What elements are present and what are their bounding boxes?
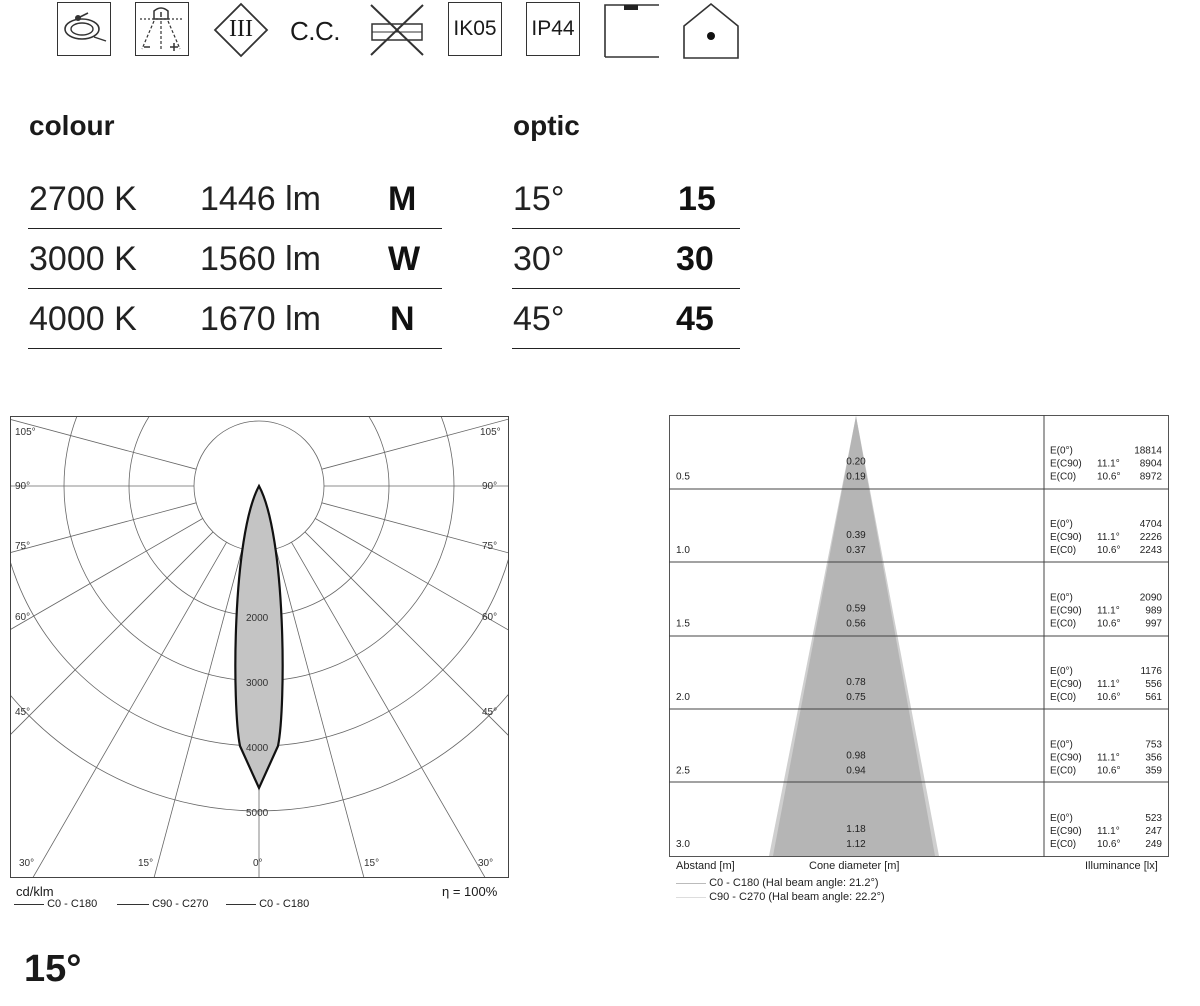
polar-angle-left: 45° <box>15 707 31 718</box>
illuminance-c90-value: 356 <box>1145 752 1162 764</box>
illuminance-c0-label: E(C0) <box>1050 692 1077 703</box>
cone-illuminance-label: Illuminance [lx] <box>1085 860 1158 872</box>
polar-ring-label: 2000 <box>246 613 269 624</box>
illuminance-c0-angle: 10.6° <box>1097 471 1121 483</box>
illuminance-e0-label: E(0°) <box>1050 519 1073 530</box>
polar-legend-label: C0 - C180 <box>47 898 98 910</box>
illuminance-e0-label: E(0°) <box>1050 813 1073 824</box>
cone-diameter-c90: 0.56 <box>846 618 866 630</box>
illuminance-e0-value: 523 <box>1145 813 1162 824</box>
illuminance-e0-label: E(0°) <box>1050 592 1073 604</box>
polar-legend-item <box>14 898 97 910</box>
polar-angle-left: 105° <box>15 427 36 438</box>
polar-spoke <box>10 519 203 837</box>
cone-distance-value: 3.0 <box>676 839 690 850</box>
illuminance-e0-label: E(0°) <box>1050 739 1073 751</box>
illuminance-e0-value: 4704 <box>1139 519 1162 530</box>
illuminance-e0-value: 18814 <box>1134 445 1162 457</box>
polar-unit: cd/klm <box>16 884 54 899</box>
illuminance-c90-angle: 11.1° <box>1097 458 1120 470</box>
colour-code: N <box>390 300 415 338</box>
colour-temp: 2700 K <box>29 180 137 218</box>
polar-spoke <box>315 519 509 837</box>
illuminance-c0-label: E(C0) <box>1050 618 1077 630</box>
illuminance-c90-angle: 11.1° <box>1097 752 1120 764</box>
polar-angle-right: 60° <box>482 612 498 623</box>
ceiling-mount-icon <box>604 2 660 58</box>
ik-rating-icon: IK05 <box>448 2 502 56</box>
polar-angle-left: 60° <box>15 612 31 623</box>
cone-diameter-c0: 1.18 <box>846 824 866 835</box>
illuminance-c90-value: 247 <box>1145 826 1162 837</box>
optic-row <box>512 230 740 289</box>
polar-legend-label: C90 - C270 <box>152 898 209 910</box>
polar-ring-label: 3000 <box>246 678 269 689</box>
illuminance-c0-value: 249 <box>1145 839 1162 850</box>
illuminance-e0-value: 2090 <box>1139 592 1162 604</box>
polar-spoke <box>305 532 509 878</box>
illuminance-c0-value: 359 <box>1145 765 1162 777</box>
optic-angle: 15° <box>513 180 565 218</box>
illuminance-c0-angle: 10.6° <box>1097 618 1121 630</box>
polar-angle-bottom: 30° <box>478 858 494 869</box>
illuminance-c90-angle: 11.1° <box>1097 532 1120 543</box>
cone-legend-item <box>676 877 879 889</box>
illuminance-e0-value: 753 <box>1145 739 1162 751</box>
cone-diameter-c90: 0.75 <box>846 692 866 703</box>
colour-row <box>28 290 442 349</box>
cone-legend-label: C0 - C180 (Hal beam angle: 21.2°) <box>709 877 879 889</box>
beam-angle-label: 15° <box>24 948 82 990</box>
cone-distance-value: 1.0 <box>676 545 690 556</box>
illuminance-c90-label: E(C90) <box>1050 458 1082 470</box>
polar-spoke <box>78 549 242 878</box>
colour-row <box>28 170 442 229</box>
cone-distance-value: 0.5 <box>676 471 690 483</box>
cone-distance-label: Abstand [m] <box>676 860 735 872</box>
cone-diameter-c0: 0.78 <box>846 677 866 688</box>
cone-distance-value: 2.0 <box>676 692 690 703</box>
colour-title: colour <box>29 110 115 141</box>
polar-legend-item <box>117 898 208 910</box>
polar-spoke <box>276 549 440 878</box>
cone-legend-label: C90 - C270 (Hal beam angle: 22.2°) <box>709 891 885 903</box>
colour-flux: 1446 lm <box>200 180 321 218</box>
cone-distance-value: 1.5 <box>676 618 690 630</box>
illuminance-c90-value: 989 <box>1145 605 1162 617</box>
illuminance-e0-value: 1176 <box>1140 666 1162 677</box>
polar-spoke <box>10 416 196 469</box>
colour-flux: 1560 lm <box>200 240 321 278</box>
cone-diameter-c0: 0.20 <box>846 456 866 468</box>
illuminance-c90-value: 8904 <box>1139 458 1162 470</box>
polar-spoke <box>292 542 510 878</box>
illuminance-c90-angle: 11.1° <box>1097 679 1120 690</box>
illuminance-c0-label: E(C0) <box>1050 471 1077 483</box>
illuminance-c0-label: E(C0) <box>1050 765 1077 777</box>
illuminance-e0-label: E(0°) <box>1050 445 1073 457</box>
cone-diameter-label: Cone diameter [m] <box>809 860 900 872</box>
cone-diameter-c90: 0.94 <box>846 765 866 777</box>
colour-temp: 3000 K <box>29 240 137 278</box>
cone-diameter-c0: 0.98 <box>846 750 866 762</box>
cone-diameter-c90: 0.37 <box>846 545 866 556</box>
illuminance-c0-value: 997 <box>1145 618 1162 630</box>
polar-legend-item <box>226 898 309 910</box>
illuminance-c0-value: 2243 <box>1139 545 1162 556</box>
optic-angle: 30° <box>513 240 565 278</box>
illuminance-c0-angle: 10.6° <box>1097 839 1121 850</box>
illuminance-c90-label: E(C90) <box>1050 826 1082 837</box>
polar-angle-right: 75° <box>482 541 498 552</box>
optic-row <box>512 170 740 229</box>
polar-spoke <box>10 532 213 878</box>
illuminance-c90-label: E(C90) <box>1050 605 1082 617</box>
cone-legend-item <box>676 891 885 903</box>
optic-title: optic <box>513 110 580 141</box>
illuminance-c90-angle: 11.1° <box>1097 826 1120 837</box>
illuminance-c0-angle: 10.6° <box>1097 545 1121 556</box>
optic-code: 15 <box>678 180 716 218</box>
polar-efficiency: η = 100% <box>442 884 498 899</box>
class-mark-text: III <box>229 16 253 42</box>
certification-icons <box>55 2 745 60</box>
polar-ring-label: 5000 <box>246 808 269 819</box>
optic-angle: 45° <box>513 300 565 338</box>
class-iii-icon <box>213 2 269 58</box>
no-insulation-cover-icon <box>369 2 425 58</box>
illuminance-c0-angle: 10.6° <box>1097 692 1121 703</box>
cone-distance-value: 2.5 <box>676 765 690 777</box>
polar-spoke <box>10 542 227 878</box>
colour-row <box>28 230 442 289</box>
polar-angle-bottom: 30° <box>19 858 35 869</box>
illuminance-c90-value: 556 <box>1145 679 1162 690</box>
illuminance-c0-value: 8972 <box>1139 471 1162 483</box>
cone-diameter-c90: 1.12 <box>846 839 866 850</box>
recessed-install-icon <box>135 2 189 56</box>
polar-angle-left: 90° <box>15 481 31 492</box>
illuminance-c0-value: 561 <box>1145 692 1162 703</box>
illuminance-c0-angle: 10.6° <box>1097 765 1121 777</box>
cone-diameter-c0: 0.59 <box>846 603 866 615</box>
cone-diameter-c0: 0.39 <box>846 530 866 541</box>
optic-code: 30 <box>676 240 714 278</box>
cone-diagram <box>669 415 1169 857</box>
polar-angle-right: 105° <box>480 427 501 438</box>
illuminance-c90-value: 2226 <box>1139 532 1162 543</box>
polar-angle-right: 45° <box>482 707 498 718</box>
colour-flux: 1670 lm <box>200 300 321 338</box>
indoor-use-icon <box>682 2 740 60</box>
ip-rating-icon: IP44 <box>526 2 580 56</box>
polar-angle-right: 90° <box>482 481 498 492</box>
illuminance-c0-label: E(C0) <box>1050 839 1077 850</box>
cc-text: C.C. <box>290 16 340 46</box>
optic-row <box>512 290 740 349</box>
illuminance-c90-label: E(C90) <box>1050 679 1082 690</box>
polar-legend-label: C0 - C180 <box>259 898 310 910</box>
illuminance-c90-label: E(C90) <box>1050 752 1082 764</box>
polar-intensity-diagram <box>10 416 509 878</box>
polar-angle-bottom: 15° <box>364 858 380 869</box>
illuminance-c90-label: E(C90) <box>1050 532 1082 543</box>
colour-code: M <box>388 180 417 218</box>
polar-angle-bottom: 0° <box>253 858 263 869</box>
illuminance-c90-angle: 11.1° <box>1097 605 1120 617</box>
polar-angle-bottom: 15° <box>138 858 154 869</box>
colour-temp: 4000 K <box>29 300 137 338</box>
polar-ring-label: 4000 <box>246 743 269 754</box>
polar-spoke <box>322 416 509 469</box>
cone-diameter-c90: 0.19 <box>846 471 866 483</box>
illuminance-c0-label: E(C0) <box>1050 545 1077 556</box>
cable-icon <box>57 2 111 56</box>
polar-angle-left: 75° <box>15 541 31 552</box>
colour-code: W <box>388 240 421 278</box>
optic-code: 45 <box>676 300 714 338</box>
illuminance-e0-label: E(0°) <box>1050 666 1073 677</box>
